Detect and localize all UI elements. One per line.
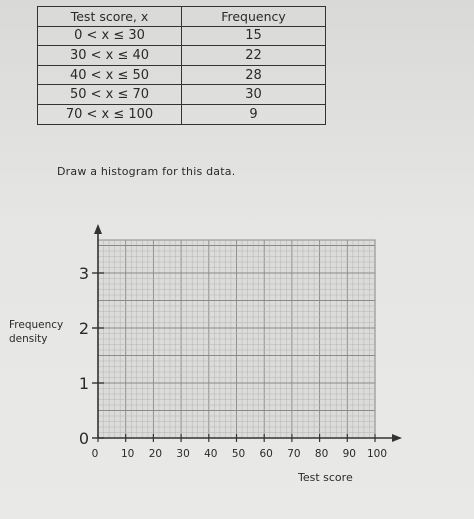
x-tick-label: 50	[231, 448, 246, 460]
frequency-cell: 30	[182, 85, 326, 105]
frequency-cell: 15	[182, 26, 326, 46]
score-cell: 30 < x ≤ 40	[38, 46, 182, 66]
y-axis-label-line1: Frequency	[9, 319, 64, 331]
frequency-cell: 9	[182, 104, 326, 124]
instruction-text: Draw a histogram for this data.	[57, 165, 236, 178]
x-tick-label: 70	[287, 448, 301, 460]
score-cell: 70 < x ≤ 100	[38, 104, 182, 124]
x-axis-arrowhead	[392, 434, 402, 442]
y-tick-label: 2	[78, 319, 89, 338]
x-tick-label: 90	[342, 448, 356, 460]
graph-paper-grid	[98, 240, 375, 438]
x-axis-label: Test score	[298, 471, 353, 484]
column-header-frequency: Frequency	[182, 7, 326, 27]
frequency-cell: 22	[182, 46, 326, 66]
y-axis-label-line2: density	[9, 333, 48, 345]
x-tick-label: 20	[148, 448, 163, 460]
x-tick-label: 40	[204, 448, 218, 460]
score-cell: 50 < x ≤ 70	[38, 85, 182, 105]
x-tick-label: 10	[121, 448, 135, 460]
score-cell: 40 < x ≤ 50	[38, 65, 182, 85]
y-tick-label: 0	[78, 429, 89, 448]
x-tick-label: 80	[314, 448, 329, 460]
y-tick-label: 1	[78, 374, 89, 393]
x-tick-label: 30	[176, 448, 190, 460]
score-cell: 0 < x ≤ 30	[38, 26, 182, 46]
x-tick-label: 0	[91, 448, 99, 460]
x-tick-label: 60	[259, 448, 273, 460]
y-tick-label: 3	[78, 264, 89, 283]
frequency-cell: 28	[182, 65, 326, 85]
y-axis-arrowhead	[94, 224, 102, 234]
y-axis-label	[9, 318, 63, 346]
x-tick-label: 100	[366, 448, 388, 460]
column-header-score: Test score, x	[38, 7, 182, 27]
